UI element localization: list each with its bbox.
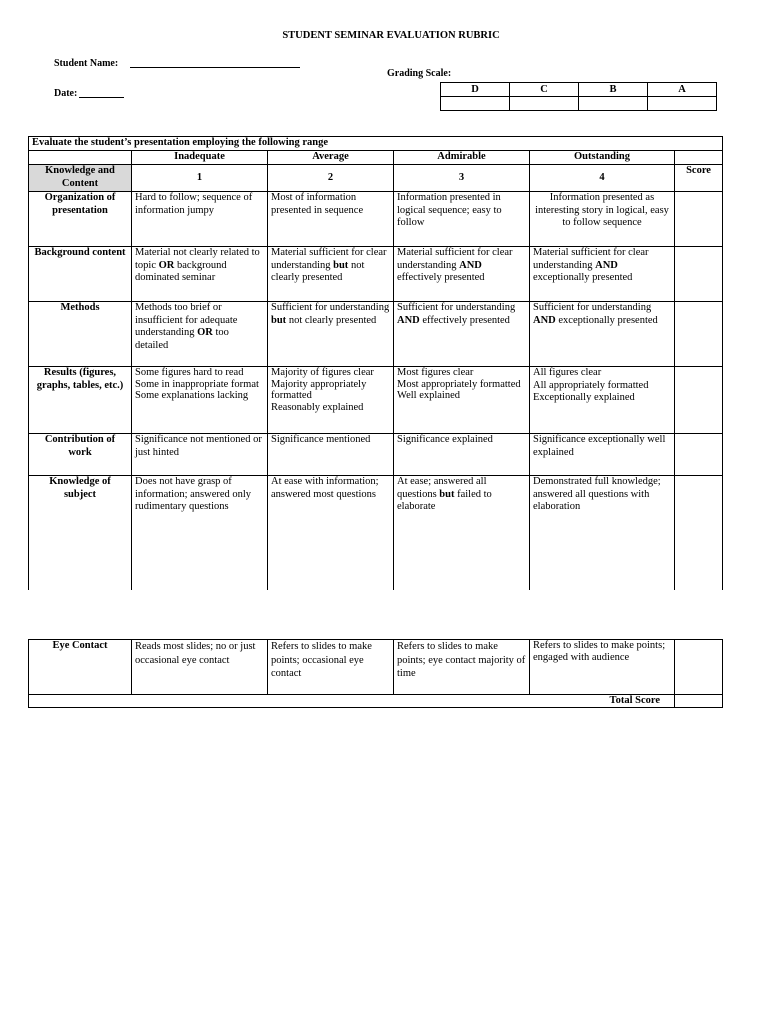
cell-average: Sufficient for understanding but not clearly presented xyxy=(268,302,394,367)
level-number-4: 4 xyxy=(530,165,675,192)
cell-outstanding: Refers to slides to make points; engaged with audience xyxy=(530,640,675,695)
score-cell[interactable] xyxy=(675,302,723,367)
cell-outstanding: Significance exceptionally well explained xyxy=(530,434,675,476)
criterion-results: Results (figures, graphs, tables, etc.) xyxy=(29,367,132,434)
cell-average: Majority of figures clear Majority appropriately formatted Reasonably explained xyxy=(268,367,394,434)
cell-admirable: Refers to slides to make points; eye contact majority of time xyxy=(394,640,530,695)
cell-admirable: Most figures clear Most appropriately formatted Well explained xyxy=(394,367,530,434)
grade-c: C xyxy=(510,83,579,97)
score-cell[interactable] xyxy=(675,247,723,302)
cell-outstanding: Demonstrated full knowledge; answered all questions with elaboration xyxy=(530,476,675,590)
level-average: Average xyxy=(268,151,394,165)
cell-admirable: Information presented in logical sequence; easy to follow xyxy=(394,192,530,247)
level-inadequate: Inadequate xyxy=(132,151,268,165)
criterion-contribution: Contribution of work xyxy=(29,434,132,476)
blank-header-cell xyxy=(29,151,132,165)
criterion-knowledge: Knowledge of subject xyxy=(29,476,132,590)
grade-b-cell[interactable] xyxy=(579,97,648,111)
score-cell[interactable] xyxy=(675,476,723,590)
cell-outstanding: Material sufficient for clear understanding AND exceptionally presented xyxy=(530,247,675,302)
student-name-field[interactable] xyxy=(130,57,300,68)
grade-a-cell[interactable] xyxy=(648,97,717,111)
score-header: Score xyxy=(675,165,723,192)
level-admirable: Admirable xyxy=(394,151,530,165)
table-row xyxy=(29,640,723,695)
cell-admirable: Significance explained xyxy=(394,434,530,476)
student-name-label: Student Name: xyxy=(54,58,119,69)
score-cell[interactable] xyxy=(675,640,723,695)
cell-outstanding: All figures clear All appropriately formatted Exceptionally explained xyxy=(530,367,675,434)
score-cell[interactable] xyxy=(675,367,723,434)
knowledge-content-label: Knowledge and Content xyxy=(29,165,132,192)
cell-outstanding: Information presented as interesting story in logical, easy to follow sequence xyxy=(530,192,675,247)
range-caption: Evaluate the student’s presentation employing the following range xyxy=(29,137,723,151)
level-number-2: 2 xyxy=(268,165,394,192)
table-row xyxy=(29,192,723,247)
cell-average: At ease with information; answered most questions xyxy=(268,476,394,590)
grade-c-cell[interactable] xyxy=(510,97,579,111)
score-cell[interactable] xyxy=(675,192,723,247)
level-number-1: 1 xyxy=(132,165,268,192)
cell-average: Significance mentioned xyxy=(268,434,394,476)
grade-d-cell[interactable] xyxy=(441,97,510,111)
table-row xyxy=(29,476,723,590)
table-row xyxy=(29,367,723,434)
cell-average: Material sufficient for clear understanding but not clearly presented xyxy=(268,247,394,302)
cell-admirable: Sufficient for understanding AND effectively presented xyxy=(394,302,530,367)
cell-admirable: Material sufficient for clear understanding AND effectively presented xyxy=(394,247,530,302)
total-score-cell[interactable] xyxy=(675,695,723,708)
rubric-table xyxy=(28,136,723,590)
cell-inadequate: Hard to follow; sequence of information jumpy xyxy=(132,192,268,247)
table-row xyxy=(29,247,723,302)
grade-b: B xyxy=(579,83,648,97)
score-cell[interactable] xyxy=(675,434,723,476)
cell-average: Most of information presented in sequence xyxy=(268,192,394,247)
grading-scale-label: Grading Scale: xyxy=(387,68,452,79)
cell-inadequate: Methods too brief or insufficient for adequate understanding OR too detailed xyxy=(132,302,268,367)
cell-inadequate: Some figures hard to read Some in inappropriate format Some explanations lacking xyxy=(132,367,268,434)
criterion-eye-contact: Eye Contact xyxy=(29,640,132,695)
eye-contact-table xyxy=(28,639,723,708)
grading-scale-table xyxy=(440,82,717,111)
cell-inadequate: Material not clearly related to topic OR background dominated seminar xyxy=(132,247,268,302)
level-number-3: 3 xyxy=(394,165,530,192)
date-field[interactable] xyxy=(79,87,124,98)
grade-d: D xyxy=(441,83,510,97)
cell-admirable: At ease; answered all questions but failed to elaborate xyxy=(394,476,530,590)
table-row xyxy=(29,434,723,476)
blank-header-score xyxy=(675,151,723,165)
criterion-background: Background content xyxy=(29,247,132,302)
criterion-methods: Methods xyxy=(29,302,132,367)
total-score-label: Total Score xyxy=(29,695,675,708)
cell-inadequate: Significance not mentioned or just hinted xyxy=(132,434,268,476)
level-outstanding: Outstanding xyxy=(530,151,675,165)
table-row xyxy=(29,302,723,367)
cell-inadequate: Does not have grasp of information; answered only rudimentary questions xyxy=(132,476,268,590)
criterion-organization: Organization of presentation xyxy=(29,192,132,247)
page-title: STUDENT SEMINAR EVALUATION RUBRIC xyxy=(282,30,500,41)
cell-average: Refers to slides to make points; occasional eye contact xyxy=(268,640,394,695)
cell-outstanding: Sufficient for understanding AND exceptionally presented xyxy=(530,302,675,367)
date-label: Date: xyxy=(54,88,78,99)
cell-inadequate: Reads most slides; no or just occasional eye contact xyxy=(132,640,268,695)
grade-a: A xyxy=(648,83,717,97)
